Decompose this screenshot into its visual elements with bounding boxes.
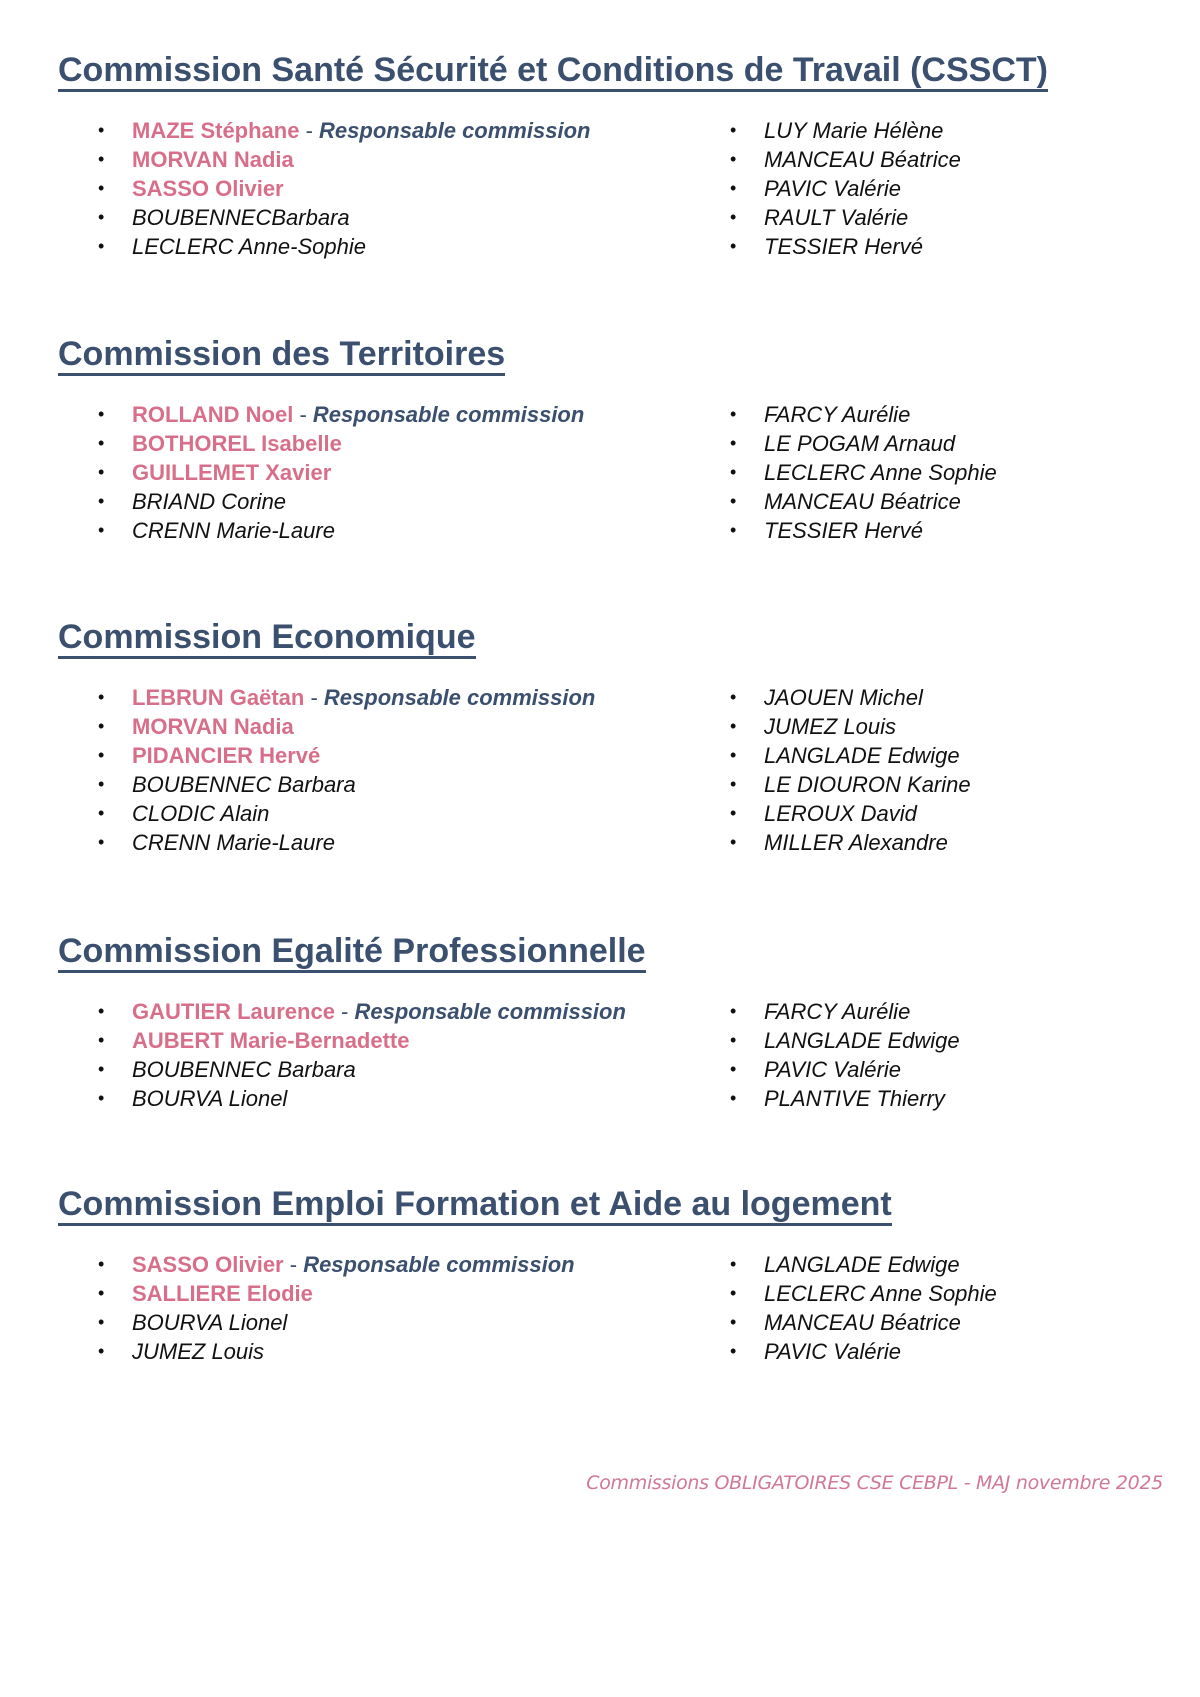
highlighted-member: GUILLEMET Xavier	[132, 460, 332, 485]
list-item	[98, 1337, 575, 1366]
bullet-icon: •	[98, 1283, 105, 1303]
member-name: MANCEAU Béatrice	[764, 147, 961, 172]
bullet-icon: •	[98, 1030, 105, 1050]
bullet-icon: •	[98, 207, 105, 227]
list-item	[730, 712, 971, 741]
bullet-icon: •	[730, 149, 737, 169]
leader-role: Responsable commission	[312, 402, 585, 427]
list-item	[98, 203, 590, 232]
bullet-icon: •	[98, 687, 105, 707]
member-name: BOUBENNEC Barbara	[132, 1057, 356, 1082]
bullet-icon: •	[98, 462, 105, 482]
member-name: LECLERC Anne Sophie	[764, 1281, 997, 1306]
list-item	[98, 770, 595, 799]
bullet-icon: •	[730, 178, 737, 198]
list-item	[98, 429, 584, 458]
bullet-icon: •	[98, 716, 105, 736]
separator: -	[304, 685, 324, 710]
member-name: LECLERC Anne Sophie	[764, 460, 997, 485]
member-name: CRENN Marie-Laure	[132, 830, 335, 855]
list-item	[98, 516, 584, 545]
member-name: LE DIOURON Karine	[764, 772, 971, 797]
list-item	[98, 741, 595, 770]
bullet-icon: •	[98, 491, 105, 511]
leader-name: LEBRUN Gaëtan	[132, 685, 305, 710]
separator: -	[293, 402, 313, 427]
list-item	[98, 458, 584, 487]
bullet-icon: •	[98, 1312, 105, 1332]
bullet-icon: •	[98, 178, 105, 198]
list-item	[730, 232, 961, 261]
list-item	[730, 1337, 997, 1366]
list-item	[730, 997, 960, 1026]
member-name: CLODIC Alain	[132, 801, 270, 826]
bullet-icon: •	[730, 1001, 737, 1021]
list-item	[730, 683, 971, 712]
bullet-icon: •	[98, 404, 105, 424]
bullet-icon: •	[730, 1254, 737, 1274]
member-name: PLANTIVE Thierry	[764, 1086, 945, 1111]
highlighted-member: BOTHOREL Isabelle	[132, 431, 342, 456]
bullet-icon: •	[98, 832, 105, 852]
highlighted-member: MORVAN Nadia	[132, 147, 294, 172]
separator: -	[334, 999, 355, 1024]
separator: -	[299, 118, 320, 143]
bullet-icon: •	[98, 803, 105, 823]
member-name: RAULT Valérie	[764, 205, 909, 230]
highlighted-member: AUBERT Marie-Bernadette	[132, 1028, 410, 1053]
bullet-icon: •	[98, 1254, 105, 1274]
member-name: FARCY Aurélie	[764, 402, 911, 427]
list-item	[730, 400, 997, 429]
list-item	[98, 1250, 575, 1279]
member-name: BOUBENNEC Barbara	[132, 772, 356, 797]
bullet-icon: •	[98, 433, 105, 453]
bullet-icon: •	[98, 149, 105, 169]
member-name: BOURVA Lionel	[132, 1310, 288, 1335]
list-item	[98, 799, 595, 828]
separator: -	[283, 1252, 304, 1277]
leader-name: SASSO Olivier	[132, 1252, 284, 1277]
list-item	[98, 712, 595, 741]
list-item	[98, 997, 626, 1026]
list-item	[730, 516, 997, 545]
commission-section	[58, 1185, 1168, 1364]
commission-section	[58, 51, 1168, 259]
member-name: JAOUEN Michel	[764, 685, 923, 710]
section-title: Commission des Territoires	[58, 336, 505, 376]
bullet-icon: •	[730, 832, 737, 852]
member-name: LANGLADE Edwige	[764, 1028, 960, 1053]
bullet-icon: •	[98, 1001, 105, 1021]
commission-section	[58, 932, 1168, 1111]
right-member-list	[730, 997, 960, 1113]
leader-role: Responsable commission	[354, 999, 626, 1024]
right-member-list	[730, 116, 961, 261]
list-item	[98, 116, 590, 145]
list-item	[730, 145, 961, 174]
left-member-list	[98, 1250, 575, 1366]
list-item	[98, 1279, 575, 1308]
list-item	[730, 1279, 997, 1308]
list-item	[730, 116, 961, 145]
member-name: JUMEZ Louis	[764, 714, 897, 739]
member-name: LANGLADE Edwige	[764, 1252, 960, 1277]
bullet-icon: •	[98, 1088, 105, 1108]
highlighted-member: PIDANCIER Hervé	[132, 743, 321, 768]
bullet-icon: •	[730, 774, 737, 794]
bullet-icon: •	[730, 120, 737, 140]
bullet-icon: •	[730, 687, 737, 707]
list-item	[98, 487, 584, 516]
list-item	[98, 400, 584, 429]
bullet-icon: •	[730, 520, 737, 540]
bullet-icon: •	[730, 1341, 737, 1361]
bullet-icon: •	[98, 520, 105, 540]
bullet-icon: •	[730, 1312, 737, 1332]
member-name: LANGLADE Edwige	[764, 743, 960, 768]
bullet-icon: •	[730, 745, 737, 765]
list-item	[98, 828, 595, 857]
right-member-list	[730, 1250, 997, 1366]
bullet-icon: •	[730, 236, 737, 256]
leader-role: Responsable commission	[323, 685, 596, 710]
commission-section	[58, 618, 1168, 855]
right-member-list	[730, 683, 971, 857]
member-name: LUY Marie Hélène	[764, 118, 944, 143]
list-item	[730, 1026, 960, 1055]
list-item	[98, 174, 590, 203]
list-item	[98, 1026, 626, 1055]
list-item	[730, 203, 961, 232]
member-name: LE POGAM Arnaud	[764, 431, 956, 456]
list-item	[98, 1308, 575, 1337]
bullet-icon: •	[730, 1059, 737, 1079]
right-member-list	[730, 400, 997, 545]
highlighted-member: SASSO Olivier	[132, 176, 284, 201]
list-item	[98, 1084, 626, 1113]
member-name: TESSIER Hervé	[764, 518, 923, 543]
bullet-icon: •	[730, 433, 737, 453]
bullet-icon: •	[730, 491, 737, 511]
bullet-icon: •	[98, 1059, 105, 1079]
section-title: Commission Economique	[58, 619, 476, 659]
member-name: MILLER Alexandre	[764, 830, 948, 855]
list-item	[730, 770, 971, 799]
leader-name: MAZE Stéphane	[132, 118, 300, 143]
member-name: CRENN Marie-Laure	[132, 518, 335, 543]
left-member-list	[98, 400, 584, 545]
list-item	[730, 487, 997, 516]
member-name: MANCEAU Béatrice	[764, 1310, 961, 1335]
member-name: BOURVA Lionel	[132, 1086, 288, 1111]
left-member-list	[98, 683, 595, 857]
member-name: JUMEZ Louis	[132, 1339, 265, 1364]
list-item	[730, 1084, 960, 1113]
bullet-icon: •	[730, 716, 737, 736]
leader-name: ROLLAND Noel	[132, 402, 294, 427]
section-title: Commission Egalité Professionnelle	[58, 933, 646, 973]
member-name: PAVIC Valérie	[764, 176, 901, 201]
bullet-icon: •	[98, 745, 105, 765]
member-name: BOUBENNECBarbara	[132, 205, 350, 230]
member-name: TESSIER Hervé	[764, 234, 923, 259]
list-item	[730, 1250, 997, 1279]
section-title: Commission Emploi Formation et Aide au logement	[58, 1186, 892, 1226]
left-member-list	[98, 997, 626, 1113]
bullet-icon: •	[730, 1088, 737, 1108]
bullet-icon: •	[730, 404, 737, 424]
leader-role: Responsable commission	[319, 118, 591, 143]
list-item	[730, 429, 997, 458]
section-title: Commission Santé Sécurité et Conditions de Travail (CSSCT)	[58, 52, 1048, 92]
bullet-icon: •	[98, 774, 105, 794]
list-item	[98, 683, 595, 712]
member-name: PAVIC Valérie	[764, 1057, 901, 1082]
member-name: LECLERC Anne-Sophie	[132, 234, 366, 259]
list-item	[98, 1055, 626, 1084]
list-item	[730, 741, 971, 770]
bullet-icon: •	[98, 1341, 105, 1361]
leader-role: Responsable commission	[303, 1252, 575, 1277]
list-item	[730, 799, 971, 828]
bullet-icon: •	[730, 1283, 737, 1303]
leader-name: GAUTIER Laurence	[132, 999, 335, 1024]
list-item	[730, 828, 971, 857]
bullet-icon: •	[730, 1030, 737, 1050]
list-item	[730, 458, 997, 487]
highlighted-member: SALLIERE Elodie	[132, 1281, 313, 1306]
footer-note: Commissions OBLIGATOIRES CSE CEBPL - MAJ novembre 2025	[586, 1472, 1163, 1494]
highlighted-member: MORVAN Nadia	[132, 714, 294, 739]
list-item	[730, 1308, 997, 1337]
bullet-icon: •	[98, 236, 105, 256]
commission-section	[58, 335, 1168, 543]
list-item	[98, 232, 590, 261]
bullet-icon: •	[730, 462, 737, 482]
member-name: MANCEAU Béatrice	[764, 489, 961, 514]
bullet-icon: •	[730, 803, 737, 823]
list-item	[730, 174, 961, 203]
bullet-icon: •	[98, 120, 105, 140]
member-name: FARCY Aurélie	[764, 999, 911, 1024]
member-name: PAVIC Valérie	[764, 1339, 901, 1364]
list-item	[98, 145, 590, 174]
list-item	[730, 1055, 960, 1084]
left-member-list	[98, 116, 590, 261]
member-name: LEROUX David	[764, 801, 917, 826]
member-name: BRIAND Corine	[132, 489, 287, 514]
bullet-icon: •	[730, 207, 737, 227]
